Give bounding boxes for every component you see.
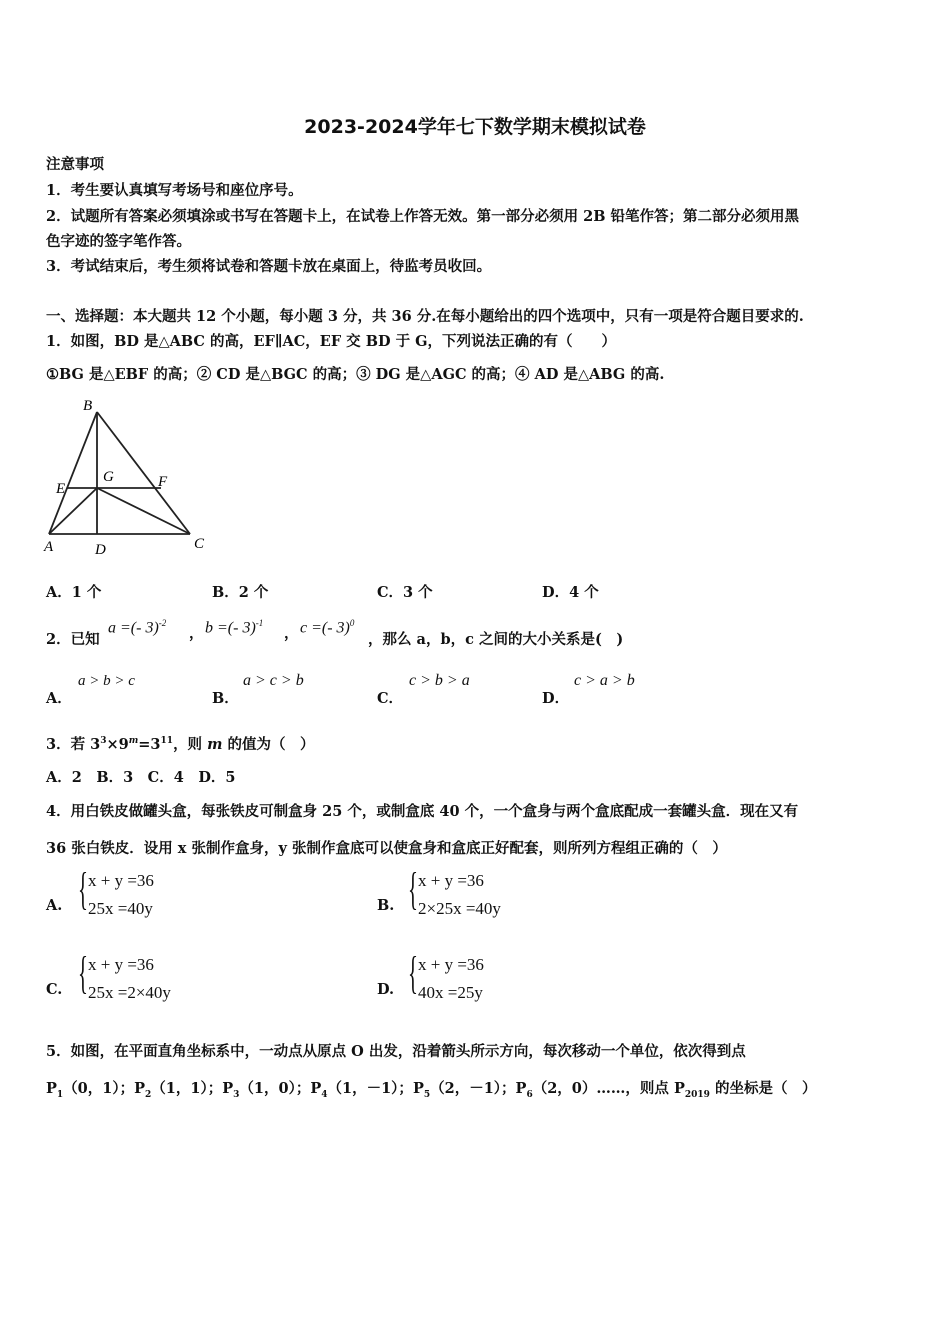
label-d: D <box>95 542 106 558</box>
q4-option-a-brace: { <box>78 863 88 914</box>
q1-option-d: D．4 个 <box>542 584 599 601</box>
q4-option-d-label: D. <box>377 981 395 998</box>
label-g: G <box>103 469 114 485</box>
q4-option-d-eq1: x + y =36 <box>418 955 484 974</box>
notice-heading: 注意事项 <box>46 156 104 173</box>
q2-option-a-label: A． <box>46 690 72 707</box>
exam-title: 2023-2024学年七下数学期末模拟试卷 <box>304 116 646 138</box>
q2-suffix: ，那么 a，b，c 之间的大小关系是( ) <box>368 631 624 648</box>
q2-option-a-expr: a > b > c <box>78 673 135 689</box>
label-c: C <box>194 536 205 552</box>
q4-line-1: 4．用白铁皮做罐头盒，每张铁皮可制盒身 25 个，或制盒底 40 个，一个盒身与两个盒底配成一套罐头盒．现在又有 <box>46 803 799 820</box>
q2-expr-a: a =(- 3)$^{-2}$ <box>108 618 167 637</box>
q1-option-a: A．1 个 <box>46 584 102 601</box>
notice-item-2: 2．试题所有答案必须填涂或书写在答题卡上，在试卷上作答无效。第一部分必须用 2B 铅笔作答；第二部分必须用黑 <box>46 208 800 225</box>
q4-option-a-eq2: 25x =40y <box>88 899 153 918</box>
q4-option-b-brace: { <box>408 863 418 914</box>
q1-option-c: C．3 个 <box>377 584 433 601</box>
q2-expr-b: b =(- 3)$^{-1}$ <box>205 618 264 637</box>
q1-option-b: B．2 个 <box>212 584 269 601</box>
label-f: F <box>158 474 168 490</box>
q4-option-d-eq2: 40x =25y <box>418 983 483 1002</box>
q2-option-d-expr: c > a > b <box>574 672 635 689</box>
q1-statements: ①BG 是△EBF 的高；② CD 是△BGC 的高；③ DG 是△AGC 的高；④ AD 是△ABG 的高. <box>46 366 665 383</box>
label-b: B <box>83 398 93 414</box>
q4-option-c-brace: { <box>78 947 88 998</box>
q2-option-d-label: D． <box>542 690 570 707</box>
q4-option-a-label: A. <box>46 897 63 914</box>
q4-option-c-eq1: x + y =36 <box>88 955 154 974</box>
label-e: E <box>56 481 66 497</box>
q2-comma-1: ， <box>189 625 204 642</box>
q4-option-b-label: B. <box>377 897 395 914</box>
q4-option-c-label: C. <box>46 981 63 998</box>
q4-option-a-eq1: x + y =36 <box>88 871 154 890</box>
q2-comma-2: ， <box>284 625 299 642</box>
q5-line-1: 5．如图，在平面直角坐标系中，一动点从原点 O 出发，沿着箭头所示方向，每次移动一个单位，依次得到点 <box>46 1043 746 1060</box>
q4-option-b-eq1: x + y =36 <box>418 871 484 890</box>
q1-stem: 1．如图，BD 是△ABC 的高，EF∥AC，EF 交 BD 于 G，下列说法正确的有（ ） <box>46 333 617 350</box>
q2-expr-c: c =(- 3)$^0$ <box>300 618 355 637</box>
q3-stem: 3．若 $3^3\times 9^m=3^{11}$，则 m 的值为（ ） <box>46 736 315 753</box>
q2-prefix: 2．已知 <box>46 631 100 648</box>
notice-item-1: 1．考生要认真填写考场号和座位序号。 <box>46 182 303 199</box>
q2-option-b-expr: a > c > b <box>243 672 304 689</box>
q3-options: A．2 B．3 C．4 D．5 <box>46 769 236 786</box>
segment-gc <box>97 488 190 534</box>
q5-point-list: $P_1(0$，1）；$P_2(1$，1）；$P_3(1$，0）；$P_4(1$，－1）；$P_5(2$，－1）；$P_6(2$，0）……，则点 $P_{2019}$ 的坐标是（ ） <box>46 1080 817 1100</box>
q4-option-d-brace: { <box>408 947 418 998</box>
edge-ba <box>49 412 97 534</box>
q2-option-c-expr: c > b > a <box>409 672 470 689</box>
label-a: A <box>44 539 54 555</box>
q4-option-c-eq2: 25x =2×40y <box>88 983 171 1002</box>
q4-option-b-eq2: 2×25x =40y <box>418 899 501 918</box>
section1-heading: 一、选择题：本大题共 12 个小题，每小题 3 分，共 36 分.在每小题给出的四个选项中，只有一项是符合题目要求的. <box>46 308 804 325</box>
notice-item-3: 3．考试结束后，考生须将试卷和答题卡放在桌面上，待监考员收回。 <box>46 258 492 275</box>
q2-option-c-label: C． <box>377 690 404 707</box>
q1-triangle-figure <box>40 392 215 562</box>
notice-item-2-cont: 色字迹的签字笔作答。 <box>46 233 191 250</box>
q4-line-2: 36 张白铁皮．设用 x 张制作盒身，y 张制作盒底可以使盒身和盒底正好配套，则所列方程组正确的（ ） <box>46 840 727 857</box>
q2-option-b-label: B． <box>212 690 239 707</box>
